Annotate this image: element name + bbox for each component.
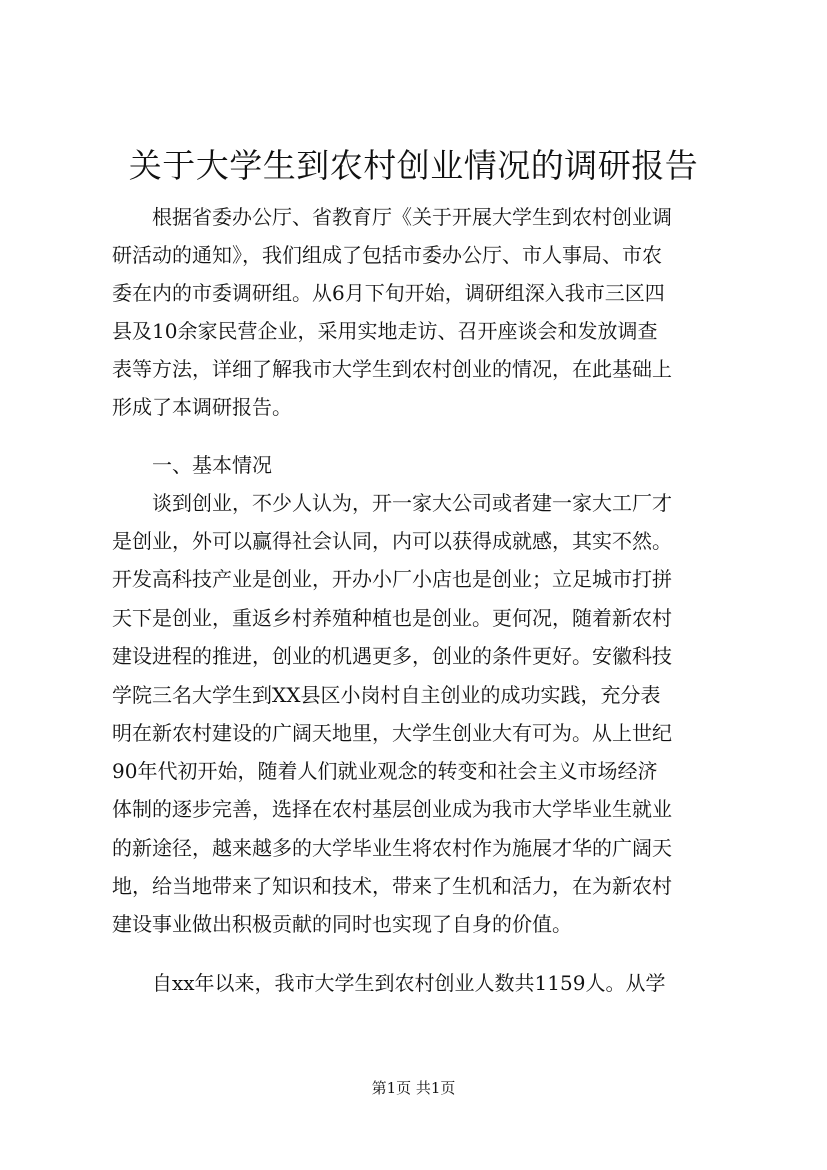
page-footer: 第1页 共1页	[371, 1079, 456, 1097]
body-line: 的新途径，越来越多的大学毕业生将农村作为施展才华的广阔天	[112, 836, 672, 860]
body-line: 是创业，外可以赢得社会认同，内可以获得成就感，其实不然。	[112, 529, 672, 553]
body-line: 谈到创业，不少人认为，开一家大公司或者建一家大工厂才	[112, 491, 672, 515]
body-line: 研活动的通知》，我们组成了包括市委办公厅、市人事局、市农	[112, 243, 662, 267]
body-line: 表等方法，详细了解我市大学生到农村创业的情况，在此基础上	[112, 357, 672, 381]
body-line: 开发高科技产业是创业，开办小厂小店也是创业；立足城市打拼	[112, 567, 672, 591]
body-line: 体制的逐步完善，选择在农村基层创业成为我市大学毕业生就业	[112, 797, 672, 821]
body-line: 根据省委办公厅、省教育厅《关于开展大学生到农村创业调	[112, 205, 672, 229]
body-line: 明在新农村建设的广阔天地里，大学生创业大有可为。从上世纪	[112, 721, 672, 745]
body-line: 地，给当地带来了知识和技术，带来了生机和活力，在为新农村	[112, 874, 672, 898]
body-line: 自xx年以来，我市大学生到农村创业人数共1159人。从学	[112, 971, 666, 995]
body-line: 形成了本调研报告。	[112, 395, 292, 419]
document-title: 关于大学生到农村创业情况的调研报告	[128, 146, 699, 185]
body-line: 建设进程的推进，创业的机遇更多，创业的条件更好。安徽科技	[112, 644, 672, 668]
body-line: 90年代初开始，随着人们就业观念的转变和社会主义市场经济	[112, 759, 658, 783]
body-line: 县及10余家民营企业，采用实地走访、召开座谈会和发放调查	[112, 319, 658, 343]
body-line: 建设事业做出积极贡献的同时也实现了自身的价值。	[112, 912, 572, 936]
body-line: 委在内的市委调研组。从6月下旬开始，调研组深入我市三区四	[112, 281, 665, 305]
body-line: 天下是创业，重返乡村养殖种植也是创业。更何况，随着新农村	[112, 606, 672, 630]
section-heading: 一、基本情况	[112, 453, 272, 477]
body-line: 学院三名大学生到XX县区小岗村自主创业的成功实践，充分表	[112, 683, 661, 707]
